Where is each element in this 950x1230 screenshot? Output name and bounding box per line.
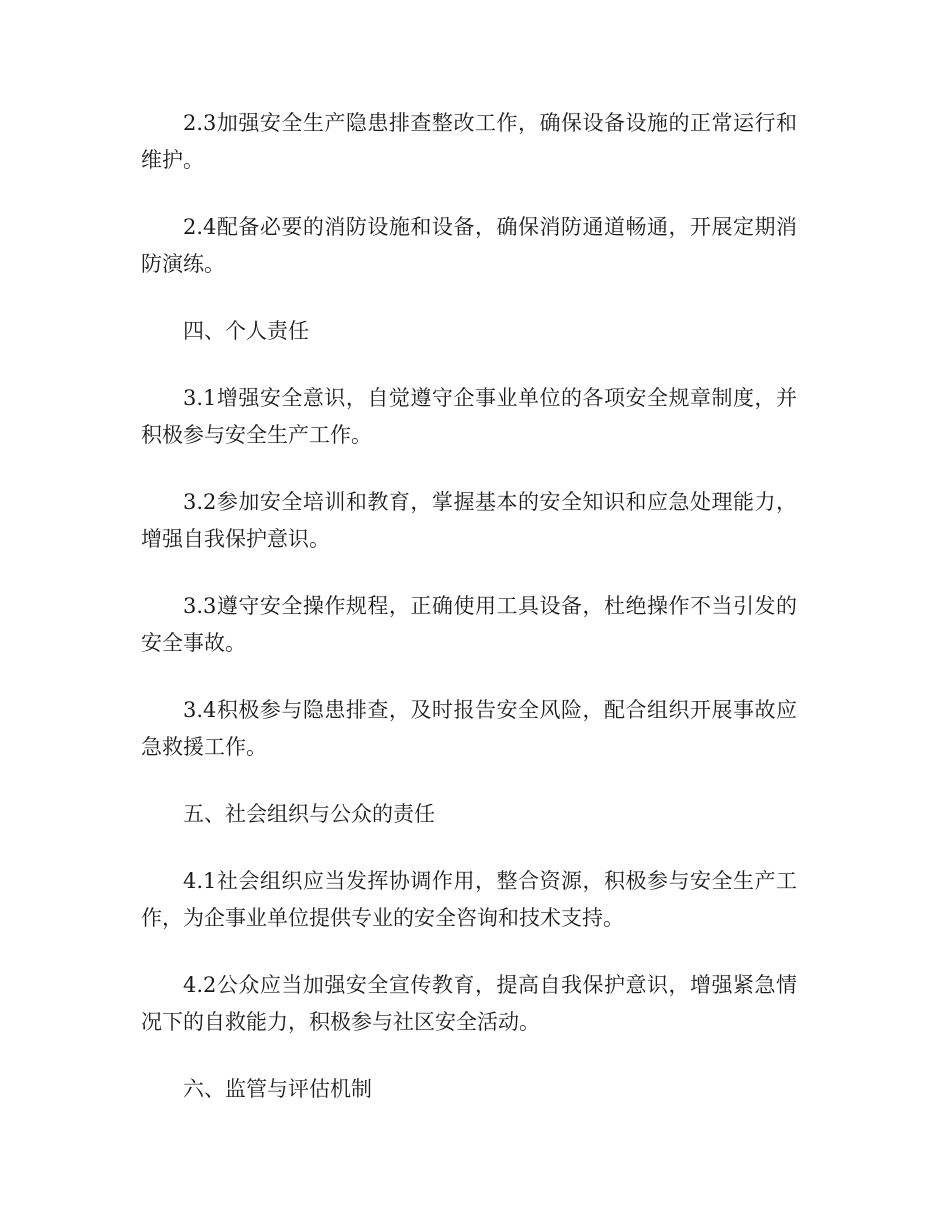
section-heading-4: 四、个人责任 [183,319,309,343]
paragraph-3-3: 3.3遵守安全操作规程，正确使用工具设备，杜绝操作不当引发的安全事故。 [141,594,797,655]
section-heading-6: 六、监管与评估机制 [183,1077,372,1101]
paragraph-4-1: 4.1社会组织应当发挥协调作用，整合资源，积极参与安全生产工作，为企事业单位提供专业的安全咨询和技术支持。 [141,869,797,930]
paragraph-2-3: 2.3加强安全生产隐患排查整改工作，确保设备设施的正常运行和维护。 [141,111,797,172]
section-heading-5: 五、社会组织与公众的责任 [183,802,435,826]
paragraph-3-1: 3.1增强安全意识，自觉遵守企事业单位的各项安全规章制度，并积极参与安全生产工作。 [141,386,797,447]
paragraph-3-4: 3.4积极参与隐患排查，及时报告安全风险，配合组织开展事故应急救援工作。 [141,698,797,759]
paragraph-4-2: 4.2公众应当加强安全宣传教育，提高自我保护意识，增强紧急情况下的自救能力，积极参与社区安全活动。 [141,973,797,1034]
paragraph-3-2: 3.2参加安全培训和教育，掌握基本的安全知识和应急处理能力，增强自我保护意识。 [141,490,797,551]
paragraph-2-4: 2.4配备必要的消防设施和设备，确保消防通道畅通，开展定期消防演练。 [141,215,797,276]
document-body [141,105,797,1138]
